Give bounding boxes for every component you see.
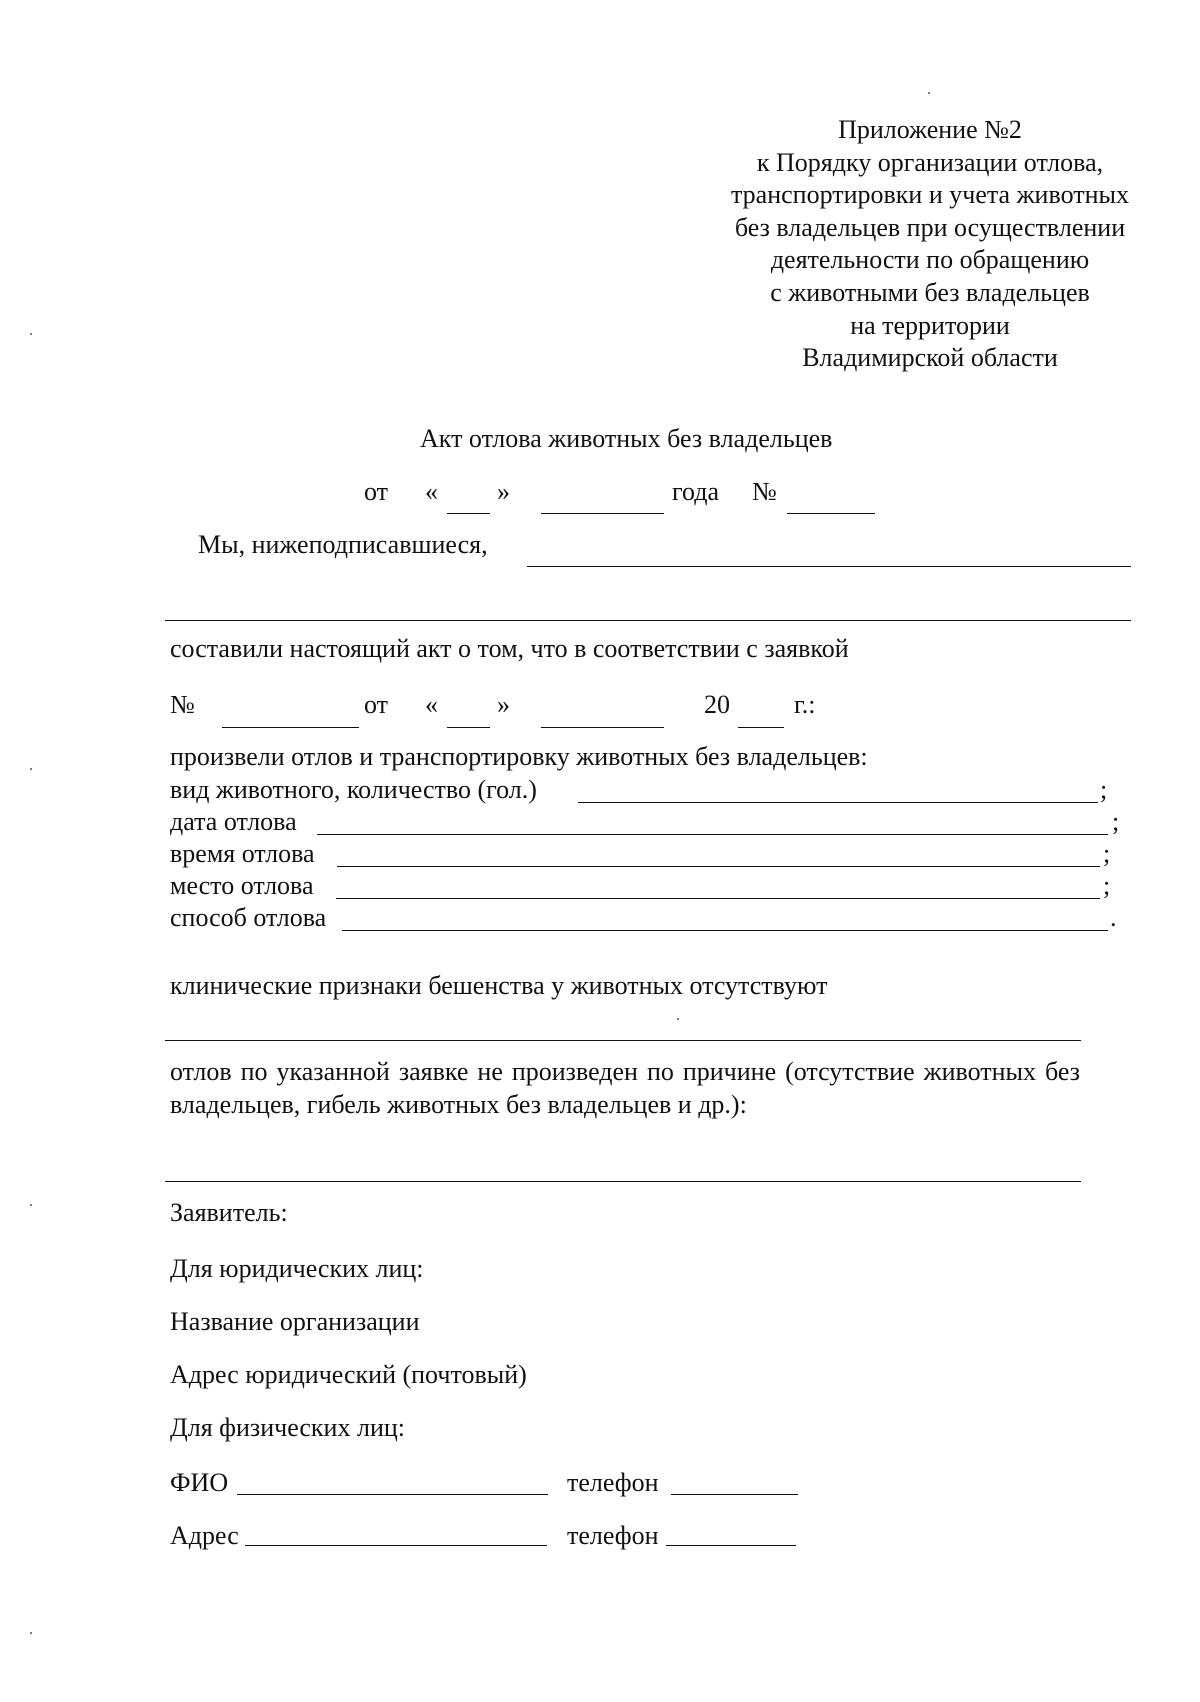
scan-speck	[928, 92, 930, 94]
capture-field-label: дата отлова	[170, 807, 297, 836]
scan-speck	[30, 1632, 32, 1634]
capture-field-label: место отлова	[170, 871, 314, 900]
appendix-line: без владельцев при осуществлении	[734, 212, 1126, 242]
phone-label: телефон	[567, 1468, 659, 1497]
appendix-line: Владимирской области	[802, 343, 1058, 373]
date-year-label: года	[672, 477, 720, 506]
date-number-sign: №	[752, 477, 777, 506]
legal-address-label: Адрес юридический (почтовый)	[170, 1360, 527, 1389]
request-number-sign: №	[170, 690, 195, 719]
not-captured-reason-field[interactable]	[165, 1181, 1081, 1182]
appendix-header	[690, 114, 1170, 375]
request-year-suffix: г.:	[794, 690, 816, 719]
applicant-heading: Заявитель:	[170, 1198, 288, 1227]
address-field[interactable]	[245, 1545, 547, 1546]
appendix-line: на территории	[850, 310, 1010, 340]
capture-field-label: способ отлова	[170, 903, 327, 932]
date-ot-label: от	[364, 477, 389, 506]
request-close-quote: »	[497, 690, 510, 719]
scan-speck	[30, 768, 32, 770]
request-day-field[interactable]	[447, 727, 490, 728]
document-title: Акт отлова животных без владельцев	[420, 424, 833, 453]
org-name-label: Название организации	[170, 1307, 420, 1336]
capture-field-end: ;	[1103, 871, 1111, 900]
appendix-line: к Порядку организации отлова,	[756, 147, 1104, 177]
scan-speck	[30, 333, 32, 335]
capture-intro: произвели отлов и транспортировку животных без владельцев:	[170, 742, 868, 771]
capture-method-field[interactable]	[342, 930, 1108, 931]
request-month-field[interactable]	[541, 727, 664, 728]
signatories-field-continued[interactable]	[165, 620, 1131, 621]
act-number-field[interactable]	[787, 513, 875, 514]
request-open-quote: «	[425, 690, 438, 719]
appendix-line: транспортировки и учета животных	[731, 180, 1129, 210]
request-year-field[interactable]	[738, 727, 784, 728]
rabies-signs-text: клинические признаки бешенства у животных отсутствуют	[170, 971, 828, 1000]
composed-act-text: составили настоящий акт о том, что в соответствии с заявкой	[170, 634, 849, 663]
scan-speck	[30, 1204, 32, 1206]
capture-field-end: ;	[1103, 839, 1111, 868]
capture-field-label: вид животного, количество (гол.)	[170, 775, 537, 804]
signatories-label: Мы, нижеподписавшиеся,	[198, 530, 488, 559]
capture-field-end: ;	[1112, 807, 1120, 836]
appendix-line: деятельности по обращению	[770, 245, 1090, 275]
capture-field-end: ;	[1100, 775, 1108, 804]
capture-field-end: .	[1110, 903, 1117, 932]
not-captured-text: отлов по указанной заявке не произведен по причине (отсутствие животных без владельцев, гибель животных без владельцев и др.):	[170, 1057, 1080, 1119]
request-ot-label: от	[364, 690, 389, 719]
rabies-field[interactable]	[165, 1040, 1081, 1041]
capture-place-field[interactable]	[336, 898, 1100, 899]
phone-label: телефон	[567, 1521, 659, 1550]
animal-type-count-field[interactable]	[578, 802, 1098, 803]
capture-time-field[interactable]	[337, 866, 1100, 867]
appendix-line: Приложение №2	[838, 115, 1022, 144]
date-open-quote: «	[425, 477, 438, 506]
fio-label: ФИО	[170, 1468, 229, 1497]
address-label: Адрес	[170, 1521, 239, 1550]
signatories-field[interactable]	[527, 566, 1131, 567]
request-number-field[interactable]	[222, 727, 359, 728]
legal-entities-label: Для юридических лиц:	[170, 1254, 424, 1283]
individuals-label: Для физических лиц:	[170, 1413, 405, 1442]
capture-field-label: время отлова	[170, 839, 315, 868]
address-phone-field[interactable]	[666, 1545, 796, 1546]
request-year-prefix: 20	[704, 690, 730, 719]
fio-phone-field[interactable]	[671, 1494, 798, 1495]
date-day-field[interactable]	[447, 513, 490, 514]
date-month-field[interactable]	[541, 513, 664, 514]
appendix-line: с животными без владельцев	[770, 277, 1090, 307]
scan-speck	[677, 1018, 679, 1020]
date-close-quote: »	[497, 477, 510, 506]
fio-field[interactable]	[237, 1494, 548, 1495]
capture-date-field[interactable]	[317, 834, 1108, 835]
